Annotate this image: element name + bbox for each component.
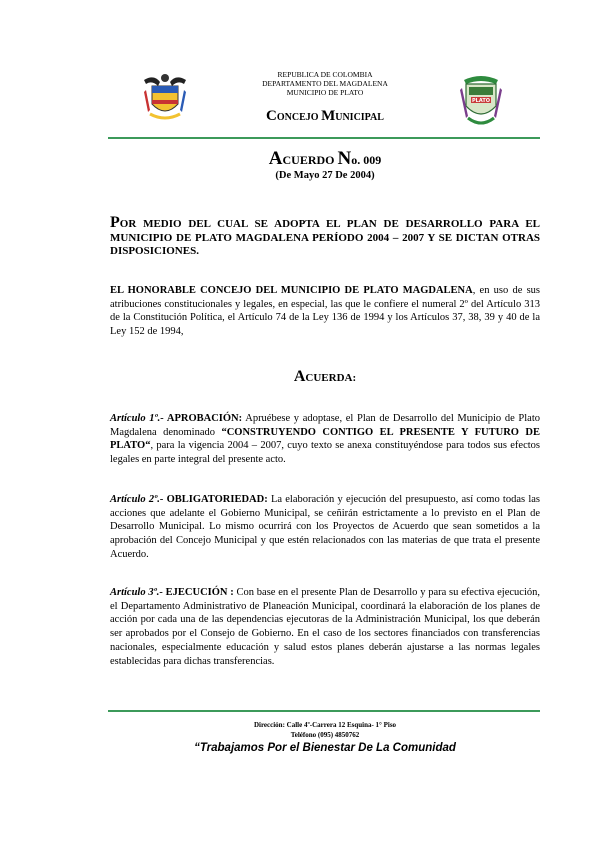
plato-seal-icon (458, 70, 504, 130)
header-municipality: MUNICIPIO DE PLATO (286, 88, 364, 97)
svg-text:PLATO: PLATO (472, 98, 490, 104)
agreement-date: (De Mayo 27 De 2004) (275, 170, 375, 181)
footer-divider (108, 710, 540, 712)
article-3: Artículo 3º.- EJECUCIÓN : Con base en el presente Plan de Desarrollo y para su efectiva ejecución, el Departamento Administrativo de Planeación Municipal, coordinará la elaboración de los planes de acción por cada una de las dependencias ejecutoras de la Administración Municipal, los que deberán ser aprobados por el Consejo de Gobierno. En el caso de los sectores financiados con transferencias nacionales, especialmente educación y salud estos planes deberán ajustarse a las normas legales establecidas para dichas transferencias. (110, 587, 540, 667)
header-republic: REPUBLICA DE COLOMBIA (277, 70, 373, 79)
council-title: CONCEJO MUNICIPAL (266, 108, 384, 124)
header-divider (108, 137, 540, 139)
article-2: Artículo 2º.- OBLIGATORIEDAD: La elaboración y ejecución del presupuesto, así como todas las acciones que adelante el Gobierno Municipal, se ceñirán estrictamente a lo previsto en el Plan de Desarrollo Municipal. Lo mismo ocurrirá con los Proyectos de Acuerdo que sean sometidos a la aprobación del Concejo Municipal y que estén relacionados con las materias de que trata el presente Acuerdo. (110, 494, 540, 560)
resolves-heading: ACUERDA: (293, 368, 357, 385)
header-department: DEPARTAMENTO DEL MAGDALENA (262, 79, 388, 88)
colombia-coat-of-arms-icon (140, 70, 190, 125)
agreement-title: ACUERDO No. 009 (268, 148, 382, 169)
agreement-subject: POR MEDIO DEL CUAL SE ADOPTA EL PLAN DE DESARROLLO PARA EL MUNICIPIO DE PLATO MAGDALENA PERÍODO 2004 – 2007 Y SE DICTAN OTRAS DISPOSICIONES. (110, 214, 540, 257)
footer-address: Dirección: Calle 4º-Carrera 12 Esquina- 1° Piso (253, 721, 397, 729)
footer-phone: Teléfono (095) 4850762 (290, 731, 360, 739)
footer-motto: “Trabajamos Por el Bienestar De La Comunidad (194, 742, 456, 754)
intro-paragraph: EL HONORABLE CONCEJO DEL MUNICIPIO DE PLATO MAGDALENA, en uso de sus atribuciones constitucionales y legales, en especial, las que le confiere el numeral 2º del Artículo 313 de la Constitución Política, el Artículo 74 de la Ley 136 de 1994 y los Artículos 37, 38, 39 y 40 de la Ley 152 de 1994, (110, 285, 540, 338)
article-1: Artículo 1º.- APROBACIÓN: Apruébese y adoptase, el Plan de Desarrollo del Municipio de Plato Magdalena denominado “CONSTRUYENDO CONTIGO EL PRESENTE Y FUTURO DE PLATO“, para la vigencia 2004 – 2007, cuyo texto se anexa constituyéndose para todos sus efectos legales en parte integral del presente acto. (110, 413, 540, 466)
